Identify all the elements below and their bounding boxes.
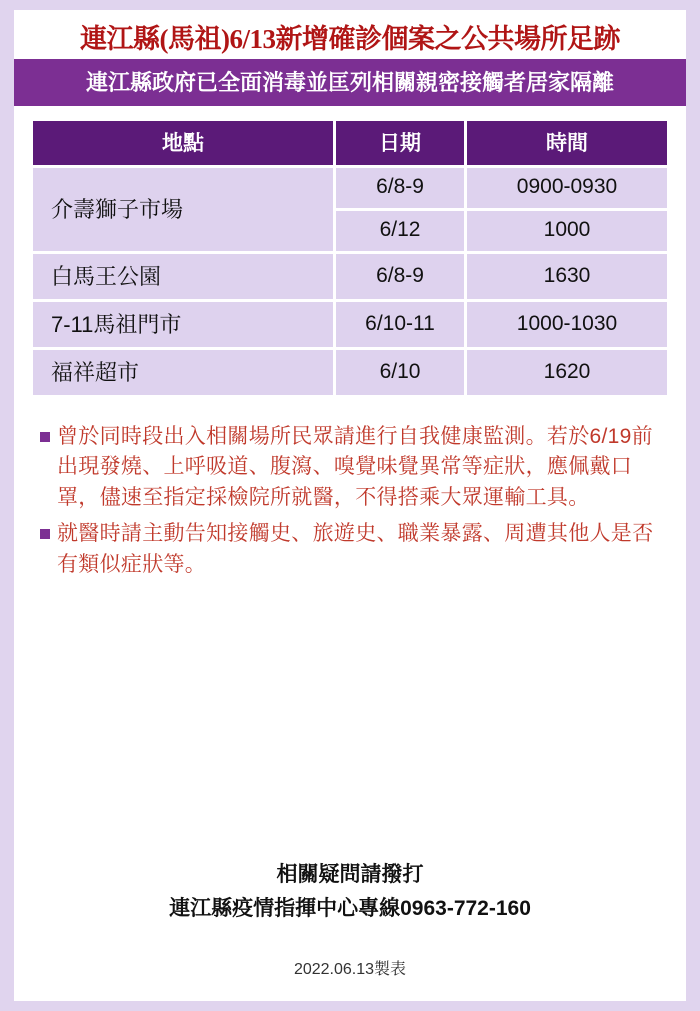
cell-date: 6/12: [336, 211, 464, 251]
cell-time: 1630: [467, 254, 667, 299]
column-header-place: 地點: [33, 121, 333, 165]
cell-time: 1620: [467, 350, 667, 395]
square-bullet-icon: [40, 529, 50, 539]
square-bullet-icon: [40, 432, 50, 442]
cell-date: 6/8-9: [336, 254, 464, 299]
footprint-table: [30, 118, 670, 398]
table-row: [33, 168, 667, 208]
table-header: [33, 121, 667, 165]
footer-section: [14, 858, 686, 979]
footer-hotline: 連江縣疫情指揮中心專線0963-772-160: [169, 897, 531, 920]
notes-section: [40, 422, 660, 580]
footer-contact-prompt: 相關疑問請撥打: [276, 863, 424, 886]
cell-date: 6/8-9: [336, 168, 464, 208]
cell-date: 6/10-11: [336, 302, 464, 347]
note-item: [40, 422, 660, 513]
footer-date: 2022.06.13製表: [293, 961, 407, 978]
cell-time: 1000-1030: [467, 302, 667, 347]
cell-date: 6/10: [336, 350, 464, 395]
poster-inner: [14, 10, 686, 1001]
table-header-row: [33, 121, 667, 165]
note-text: 曾於同時段出入相關場所民眾請進行自我健康監測。若於6/19前出現發燒、上呼吸道、腹瀉、嗅覺味覺異常等症狀，應佩戴口罩，儘速至指定採檢院所就醫，不得搭乘大眾運輸工具。: [57, 425, 653, 509]
cell-place: 介壽獅子市場: [33, 168, 333, 251]
table-body: [33, 168, 667, 395]
page-title: 連江縣(馬祖)6/13新增確診個案之公共場所足跡: [80, 24, 620, 54]
cell-place: 白馬王公園: [33, 254, 333, 299]
cell-place: 7-11馬祖門市: [33, 302, 333, 347]
table-row: [33, 302, 667, 347]
column-header-time: 時間: [467, 121, 667, 165]
subtitle-banner: 連江縣政府已全面消毒並匡列相關親密接觸者居家隔離: [14, 59, 686, 106]
table-row: [33, 350, 667, 395]
table-row: [33, 254, 667, 299]
cell-time: 1000: [467, 211, 667, 251]
header-section: [14, 10, 686, 55]
note-item: [40, 519, 660, 580]
cell-time: 0900-0930: [467, 168, 667, 208]
column-header-date: 日期: [336, 121, 464, 165]
cell-place: 福祥超市: [33, 350, 333, 395]
note-text: 就醫時請主動告知接觸史、旅遊史、職業暴露、周遭其他人是否有類似症狀等。: [57, 522, 654, 576]
